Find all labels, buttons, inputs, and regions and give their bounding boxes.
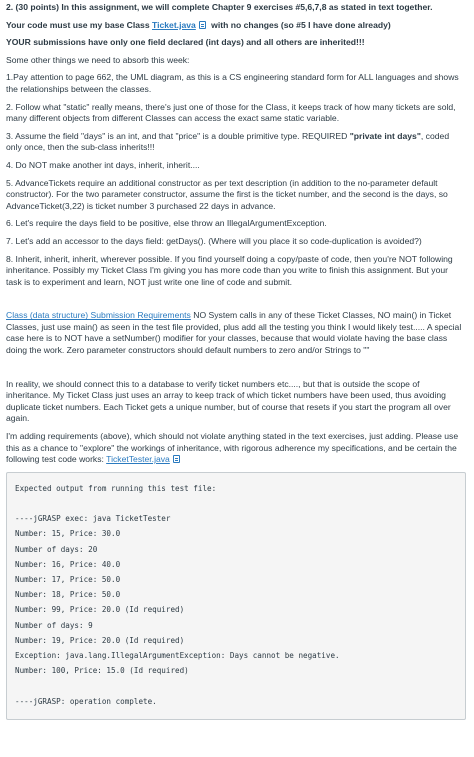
code-line: Number: 99, Price: 20.0 (Id required) bbox=[15, 605, 185, 615]
code-line: Exception: java.lang.IllegalArgumentException: Days cannot be negative. bbox=[15, 651, 340, 661]
code-line bbox=[15, 678, 457, 693]
code-line: Expected output from running this test file: bbox=[15, 483, 217, 493]
base-class-post: with no changes (so #5 I have done already) bbox=[208, 19, 391, 30]
one-field-note: YOUR submissions have only one field declared (int days) and all others are inherited!!! bbox=[6, 37, 365, 48]
item-6: 6. Let's require the days field to be positive, else throw an IllegalArgumentException. bbox=[6, 218, 327, 229]
item-7: 7. Let's add an accessor to the days field: getDays(). (Where will you place it so code-duplication is avoided?) bbox=[6, 235, 422, 246]
item-8: 8. Inherit, inherit, inherit, wherever possible. If you find yourself doing a copy/paste of code, then you're NOT following inheritance. Possibly my Ticket Class I'm giving you has more code than you write to finish this assignment. But your task is to experiment and learn, NOT just write one line of code and submit. bbox=[6, 253, 453, 287]
file-preview-icon[interactable] bbox=[173, 455, 180, 463]
item-3-bold: "private int days" bbox=[349, 130, 421, 141]
item-3 bbox=[6, 131, 466, 154]
reality-paragraph: In reality, we should connect this to a database to verify ticket numbers etc...., but that is outside the scope of inheritance. My Ticket Class just uses an array to keep track of which ticket numbers have been used, thus avoiding duplicate ticket numbers. Each Ticket gets a unique number, but of course that resets if you start the program all over again. bbox=[6, 378, 451, 424]
submission-requirements-link[interactable]: Class (data structure) Submission Requirements bbox=[6, 310, 191, 321]
item-3-post: , coded only once, then the sub-class inherits!!! bbox=[6, 130, 450, 153]
base-class-line bbox=[6, 20, 466, 32]
intro-heading: 2. (30 points) In this assignment, we will complete Chapter 9 exercises #5,6,7,8 as stated in text together. bbox=[6, 2, 433, 12]
code-line: Number: 19, Price: 20.0 (Id required) bbox=[15, 635, 185, 645]
requirements-paragraph bbox=[6, 310, 466, 356]
code-line: Number: 100, Price: 15.0 (Id required) bbox=[15, 666, 189, 676]
base-class-pre: Your code must use my base Class bbox=[6, 19, 152, 30]
item-2: 2. Follow what "static" really means, there's just one of those for the Class, it keeps track of how many tickets are sold, many different objects from different Classes can access the exact same static variable. bbox=[6, 101, 456, 124]
item-3-pre: 3. Assume the field "days" is an int, and that "price" is a double primitive type. REQUIRED bbox=[6, 130, 350, 141]
code-line: ----jGRASP exec: java TicketTester bbox=[15, 514, 171, 524]
expected-output-code-block bbox=[6, 472, 466, 720]
code-line: Number of days: 9 bbox=[15, 620, 93, 630]
code-line: Number: 18, Price: 50.0 bbox=[15, 590, 121, 600]
absorb-heading: Some other things we need to absorb this week: bbox=[6, 54, 190, 65]
adding-text: I'm adding requirements (above), which should not violate anything stated in the text exercises, just adding. Please use this as a chance to "explore" the workings of inheritance, with rigorous adherence my specifications, and be certain the following test code works: bbox=[6, 431, 459, 465]
code-line: Number of days: 20 bbox=[15, 544, 98, 554]
file-preview-icon[interactable] bbox=[199, 21, 206, 29]
code-line: ----jGRASP: operation complete. bbox=[15, 696, 157, 706]
code-line: Number: 16, Price: 40.0 bbox=[15, 559, 121, 569]
ticket-tester-link[interactable]: TicketTester.java bbox=[106, 454, 170, 465]
requirements-text: NO System calls in any of these Ticket Classes, NO main() in Ticket Classes, just use main() as seen in the test file provided, plus add all the testing you think I would likely test..... A special case here is to NOT have a setNumber() modifier for your classes, because that would violate having the base class doing the work. Zero parameter constructors should default numbers to zero and/or Strings to "" bbox=[6, 310, 462, 356]
item-1: 1.Pay attention to page 662, the UML diagram, as this is a CS engineering standard form for ALL languages and shows the relationships between the classes. bbox=[6, 72, 459, 94]
item-4: 4. Do NOT make another int days, inherit, inherit.... bbox=[6, 159, 200, 170]
ticket-java-link[interactable]: Ticket.java bbox=[152, 19, 196, 30]
adding-paragraph bbox=[6, 431, 466, 466]
item-5: 5. AdvanceTickets require an additional constructor as per text description (in addition to the no-parameter default constructor). For the two parameter constructor, assume the first is the ticket number, and the second is the days, so AdvanceTicket(3,22) is ticket number 3 purchased 22 days in advance. bbox=[6, 177, 448, 211]
code-line bbox=[15, 496, 457, 511]
code-line: Number: 15, Price: 30.0 bbox=[15, 529, 121, 539]
code-line: Number: 17, Price: 50.0 bbox=[15, 575, 121, 585]
